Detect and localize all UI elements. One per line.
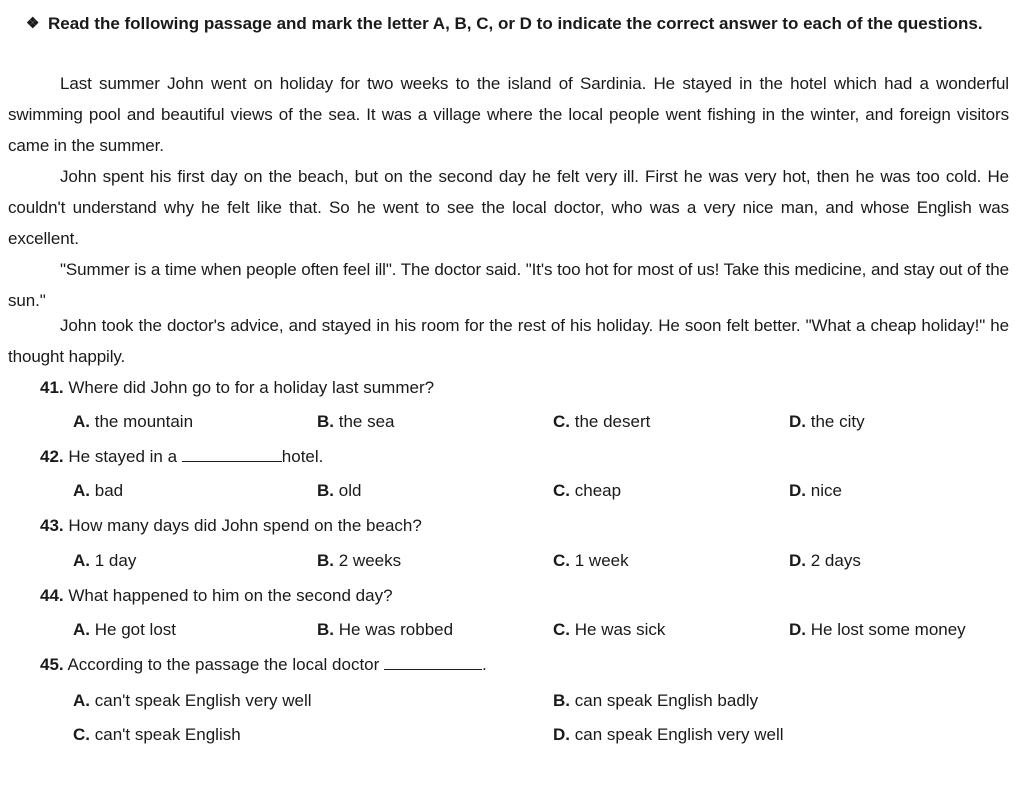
question-stem: How many days did John spend on the beach?	[68, 516, 422, 535]
question-stem-before: According to the passage the local doctor	[67, 655, 380, 674]
answer-blank	[182, 446, 282, 462]
option-43-d[interactable]: D. 2 days	[789, 551, 861, 570]
option-44-c[interactable]: C. He was sick	[553, 620, 666, 639]
option-45-c[interactable]: C. can't speak English	[73, 725, 241, 744]
option-45-d[interactable]: D. can speak English very well	[553, 725, 784, 744]
question-number: 43.	[40, 516, 64, 535]
option-42-c[interactable]: C. cheap	[553, 481, 622, 500]
question-stem-after: .	[482, 655, 487, 674]
option-41-c[interactable]: C. the desert	[553, 412, 651, 431]
option-43-b[interactable]: B. 2 weeks	[317, 551, 402, 570]
option-43-c[interactable]: C. 1 week	[553, 551, 629, 570]
passage-paragraph-4: John took the doctor's advice, and stayed in his room for the rest of his holiday. He soon felt better. "What a cheap holiday!" he thought happily.	[8, 316, 1009, 366]
question-41	[40, 377, 434, 399]
passage-paragraph-2: John spent his first day on the beach, but on the second day he felt very ill. First he was very hot, then he was too cold. He couldn't understand why he felt like that. So he went to see the local doctor, who was a very nice man, and whose English was excellent.	[8, 167, 1009, 248]
question-number: 41.	[40, 378, 64, 397]
option-42-b[interactable]: B. old	[317, 481, 362, 500]
option-44-d[interactable]: D. He lost some money	[789, 620, 966, 639]
instruction	[26, 8, 1006, 39]
option-42-a[interactable]: A. bad	[73, 481, 124, 500]
option-41-b[interactable]: B. the sea	[317, 412, 395, 431]
option-41-d[interactable]: D. the city	[789, 412, 865, 431]
answer-blank	[384, 654, 482, 670]
question-stem-after: hotel.	[281, 447, 324, 466]
question-43	[40, 515, 422, 537]
option-45-a[interactable]: A. can't speak English very well	[73, 691, 312, 710]
option-45-b[interactable]: B. can speak English badly	[553, 691, 759, 710]
question-45	[40, 654, 487, 676]
question-stem-before: He stayed in a	[68, 447, 178, 466]
passage-paragraph-3: "Summer is a time when people often feel ill". The doctor said. "It's too hot for most of us! Take this medicine, and stay out of the sun."	[8, 260, 1009, 310]
question-44	[40, 585, 393, 607]
option-44-b[interactable]: B. He was robbed	[317, 620, 454, 639]
question-number: 45.	[40, 655, 64, 674]
option-43-a[interactable]: A. 1 day	[73, 551, 137, 570]
question-stem: What happened to him on the second day?	[68, 586, 393, 605]
option-42-d[interactable]: D. nice	[789, 481, 842, 500]
diamond-bullet-icon: ❖	[26, 15, 40, 32]
passage-paragraph-1: Last summer John went on holiday for two weeks to the island of Sardinia. He stayed in the hotel which had a wonderful swimming pool and beautiful views of the sea. It was a village where the local people went fishing in the winter, and foreign visitors came in the summer.	[8, 74, 1009, 155]
question-number: 42.	[40, 447, 64, 466]
question-number: 44.	[40, 586, 64, 605]
question-42	[40, 446, 323, 468]
option-44-a[interactable]: A. He got lost	[73, 620, 176, 639]
question-stem: Where did John go to for a holiday last summer?	[68, 378, 435, 397]
instruction-text: Read the following passage and mark the letter A, B, C, or D to indicate the correct answer to each of the questions.	[48, 14, 983, 33]
option-41-a[interactable]: A. the mountain	[73, 412, 194, 431]
reading-passage	[8, 68, 1009, 372]
